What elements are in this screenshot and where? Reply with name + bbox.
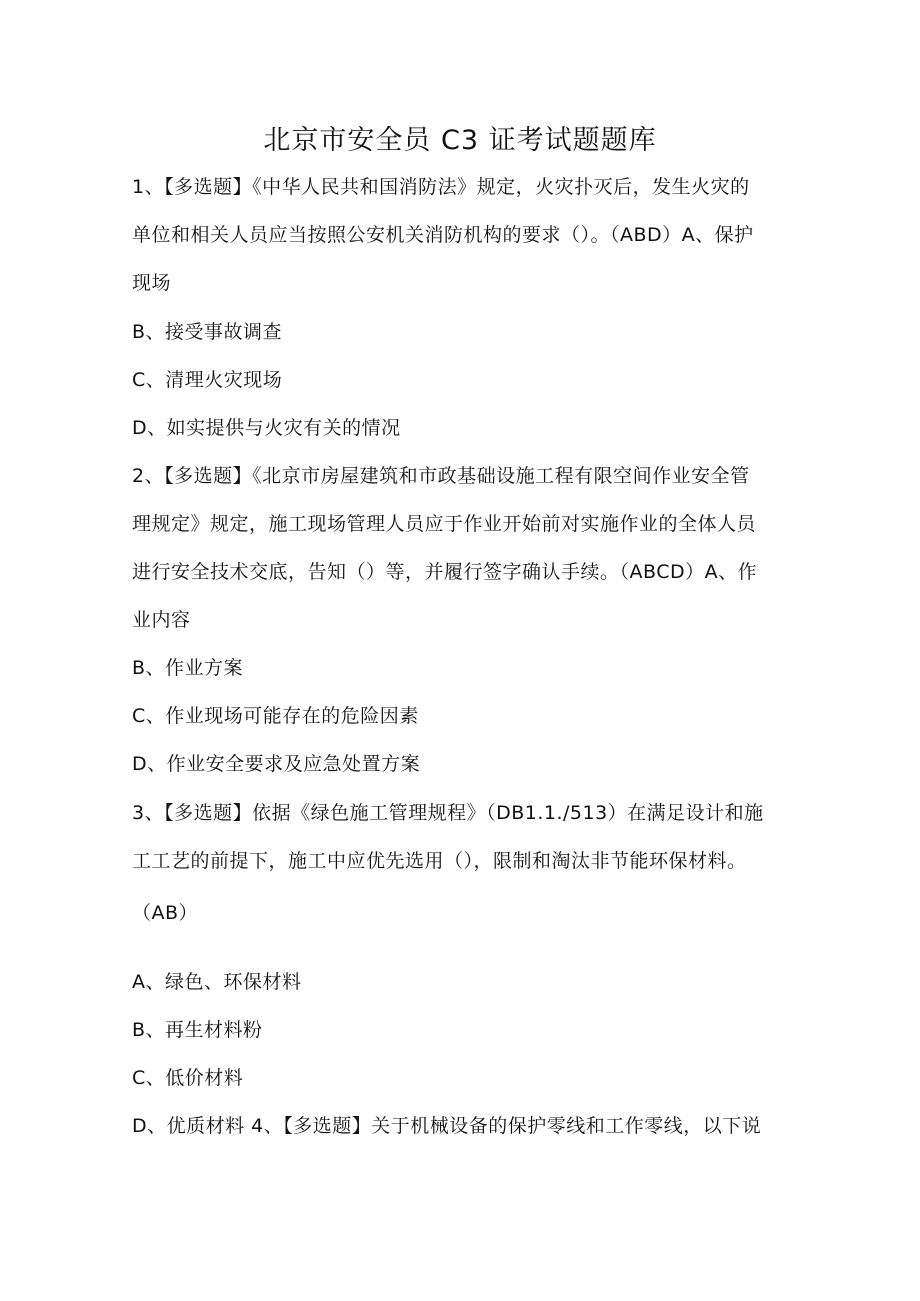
q2-stem-line-4: 业内容 — [132, 609, 191, 631]
q1-stem-line-2: 单位和相关人员应当按照公安机关消防机构的要求（）。（ABD）A、保护 — [132, 224, 754, 246]
q3-option-b: B、再生材料粉 — [132, 1019, 263, 1041]
q3-stem-line-1: 3、【多选题】依据《绿色施工管理规程》（DB1.1./513）在满足设计和施 — [132, 802, 764, 824]
q1-stem-line-3: 现场 — [132, 272, 172, 294]
q2-stem-line-1: 2、【多选题】《北京市房屋建筑和市政基础设施工程有限空间作业安全管 — [132, 465, 750, 487]
q1-stem-line-1: 1、【多选题】《中华人民共和国消防法》规定，火灾扑灭后，发生火灾的 — [132, 176, 750, 198]
q1-option-b: B、接受事故调查 — [132, 321, 283, 343]
q2-stem-line-2: 理规定》规定，施工现场管理人员应于作业开始前对实施作业的全体人员 — [132, 513, 757, 535]
q3-option-c: C、低价材料 — [132, 1067, 244, 1089]
q1-option-c: C、清理火灾现场 — [132, 369, 283, 391]
q2-option-d: D、作业安全要求及应急处置方案 — [132, 753, 421, 775]
q2-option-b: B、作业方案 — [132, 657, 244, 679]
page-title: 北京市安全员 C3 证考试题题库 — [263, 125, 657, 156]
q1-option-d: D、如实提供与火灾有关的情况 — [132, 417, 401, 439]
q3-answer: （AB） — [132, 902, 199, 924]
q3-option-d-q4-start: D、优质材料 4、【多选题】关于机械设备的保护零线和工作零线，以下说 — [132, 1115, 762, 1137]
q3-stem-line-2: 工工艺的前提下，施工中应优先选用（），限制和淘汰非节能环保材料。 — [132, 850, 747, 872]
q2-stem-line-3: 进行安全技术交底，告知（）等，并履行签字确认手续。（ABCD）A、作 — [132, 561, 758, 583]
q2-option-c: C、作业现场可能存在的危险因素 — [132, 705, 419, 727]
q3-option-a: A、绿色、环保材料 — [132, 971, 302, 993]
